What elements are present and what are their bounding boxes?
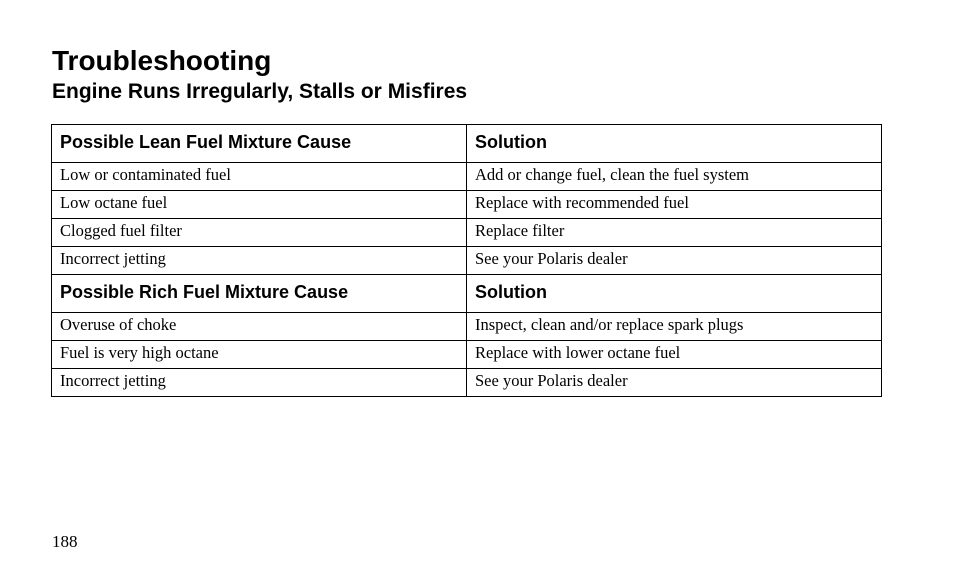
column-header-solution: Solution xyxy=(467,125,882,163)
cause-cell: Low or contaminated fuel xyxy=(52,163,467,191)
troubleshooting-table xyxy=(51,124,882,397)
section-title: Engine Runs Irregularly, Stalls or Misfires xyxy=(52,80,468,103)
table-row xyxy=(52,369,882,397)
page-number: 188 xyxy=(52,532,78,551)
rich-cause-header-row xyxy=(52,275,882,313)
cause-cell: Overuse of choke xyxy=(52,313,467,341)
column-header-cause: Possible Lean Fuel Mixture Cause xyxy=(52,125,467,163)
cause-cell: Fuel is very high octane xyxy=(52,341,467,369)
lean-cause-header-row xyxy=(52,125,882,163)
solution-cell: See your Polaris dealer xyxy=(467,369,882,397)
solution-cell: Add or change fuel, clean the fuel system xyxy=(467,163,882,191)
cause-cell: Clogged fuel filter xyxy=(52,219,467,247)
page-title: Troubleshooting xyxy=(52,45,272,76)
solution-cell: Replace filter xyxy=(467,219,882,247)
solution-cell: Replace with lower octane fuel xyxy=(467,341,882,369)
cause-cell: Incorrect jetting xyxy=(52,247,467,275)
table-row xyxy=(52,191,882,219)
table-row xyxy=(52,219,882,247)
solution-cell: Inspect, clean and/or replace spark plugs xyxy=(467,313,882,341)
column-header-cause: Possible Rich Fuel Mixture Cause xyxy=(52,275,467,313)
table-row xyxy=(52,163,882,191)
cause-cell: Low octane fuel xyxy=(52,191,467,219)
solution-cell: Replace with recommended fuel xyxy=(467,191,882,219)
table-row xyxy=(52,247,882,275)
table-row xyxy=(52,313,882,341)
solution-cell: See your Polaris dealer xyxy=(467,247,882,275)
table-row xyxy=(52,341,882,369)
cause-cell: Incorrect jetting xyxy=(52,369,467,397)
column-header-solution: Solution xyxy=(467,275,882,313)
